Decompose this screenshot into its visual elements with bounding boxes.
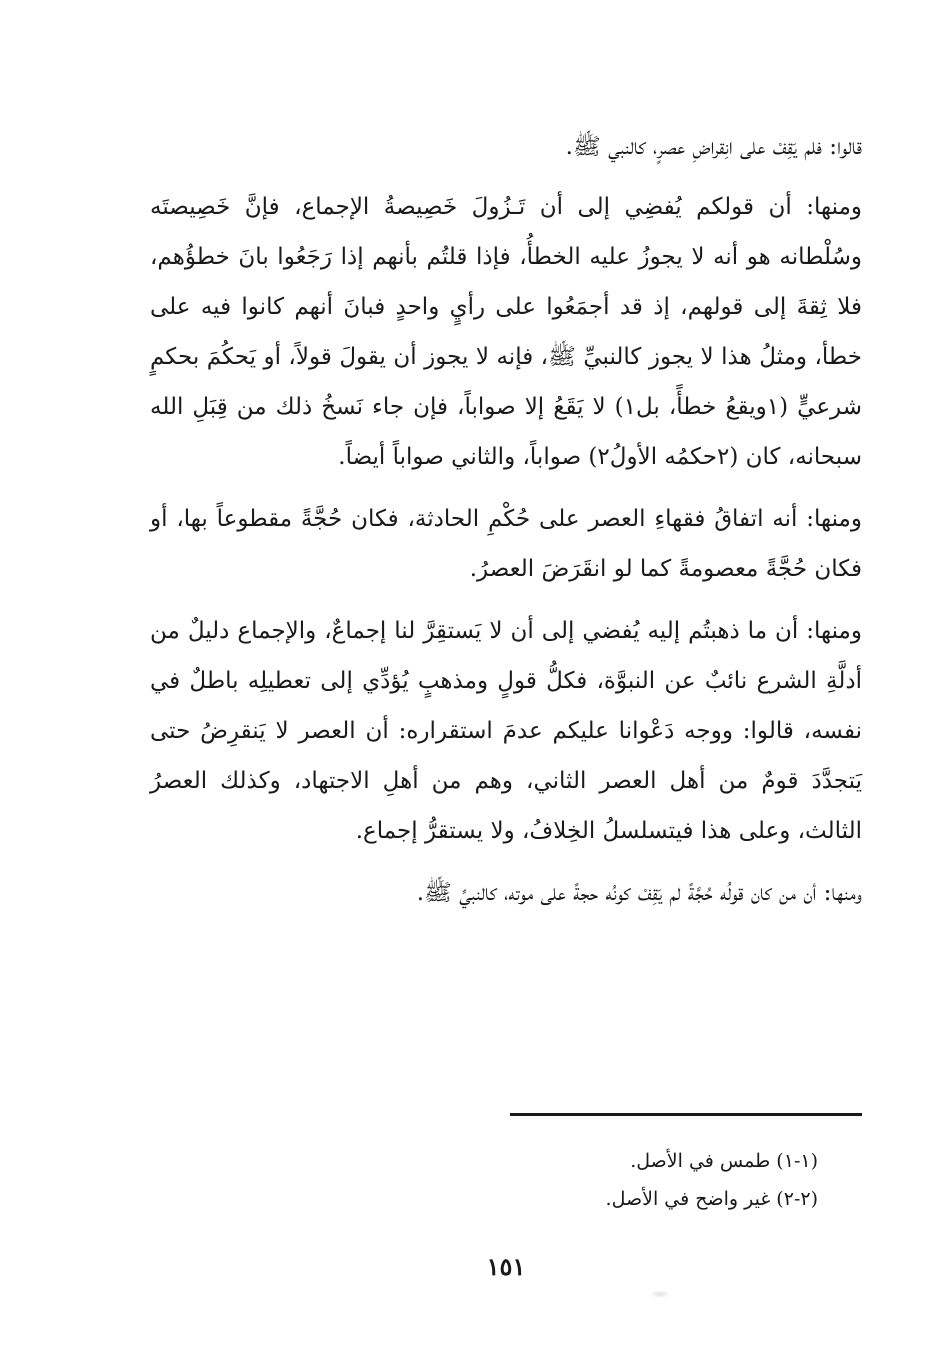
paragraph-4: ومنها: أن ما ذهبتُم إليه يُفضي إلى أن لا يَستقِرَّ لنا إجماعٌ، والإجماع دليلٌ من أدلَّةِ الشرع نائبٌ عن النبوَّة، فكلُّ قولٍ ومذهبٍ يُؤدِّي إلى تعطيلِه باطلٌ في نفسه، قالوا: ووجه دَعْوانا عليكم عدمَ استقراره: أن العصر لا يَنقرِضُ حتى يَتجدَّدَ قومٌ من أهل العصر الثاني، وهم من أهلِ الاجتهاد، وكذلك العصرُ الثالث، وعلى هذا فيتسلسلُ الخِلافُ، ولا يستقرُّ إجماع.	[150, 618, 862, 844]
scan-speck	[650, 1290, 670, 1298]
footnote-1: (١-١) طمس في الأصل.	[630, 1150, 818, 1172]
footnote-2: (٢-٢) غير واضح في الأصل.	[605, 1188, 818, 1210]
page-number: ١٥١	[486, 1252, 526, 1281]
paragraph-3: ومنها: أنه اتفاقُ فقهاءِ العصر على حُكْمِ الحادثة، فكان حُجَّةً مقطوعاً بها، أو فكان حُجَّةً معصومةً كما لو انقَرَضَ العصرُ.	[150, 506, 862, 582]
paragraph-5: ومنها: أن من كان قولُه حُجَّةً لم يَقِفْ كونُه حجةً على موته، كالنبيِّ ﷺ.	[416, 880, 862, 906]
paragraph-2: ومنها: أن قولكم يُفضِي إلى أن تَـزُولَ خَصِيصةُ الإجماع، فإنَّ خَصِيصتَه وسُلْطانه هو أنه لا يجوزُ عليه الخطأُ، فإذا قلتُم بأنهم إذا رَجَعُوا بانَ خطؤُهم، فلا ثِقةَ إلى قولهم، إذ قد أجمَعُوا على رأيٍ واحدٍ فبانَ أنهم كانوا فيه على خطأ، ومثلُ هذا لا يجوز كالنبيِّ ﷺ، فإنه لا يجوز أن يقولَ قولاً، أو يَحكُمَ بحكمٍ شرعيٍّ (١ويقعُ خطأً، بل١) لا يَقَعُ إلا صواباً، فإن جاء نَسخُ ذلك من قِبَلِ الله سبحانه، كان (٢حكمُه الأولُ٢) صواباً، والثاني صواباً أيضاً.	[150, 194, 863, 470]
footnotes-block	[420, 1142, 818, 1218]
paragraph-1: قالوا: فلم يَقِفْ على انِقراضِ عصرٍ، كالنبي ﷺ.	[565, 134, 862, 160]
main-text-block	[150, 122, 862, 930]
footnote-divider	[510, 1113, 862, 1116]
